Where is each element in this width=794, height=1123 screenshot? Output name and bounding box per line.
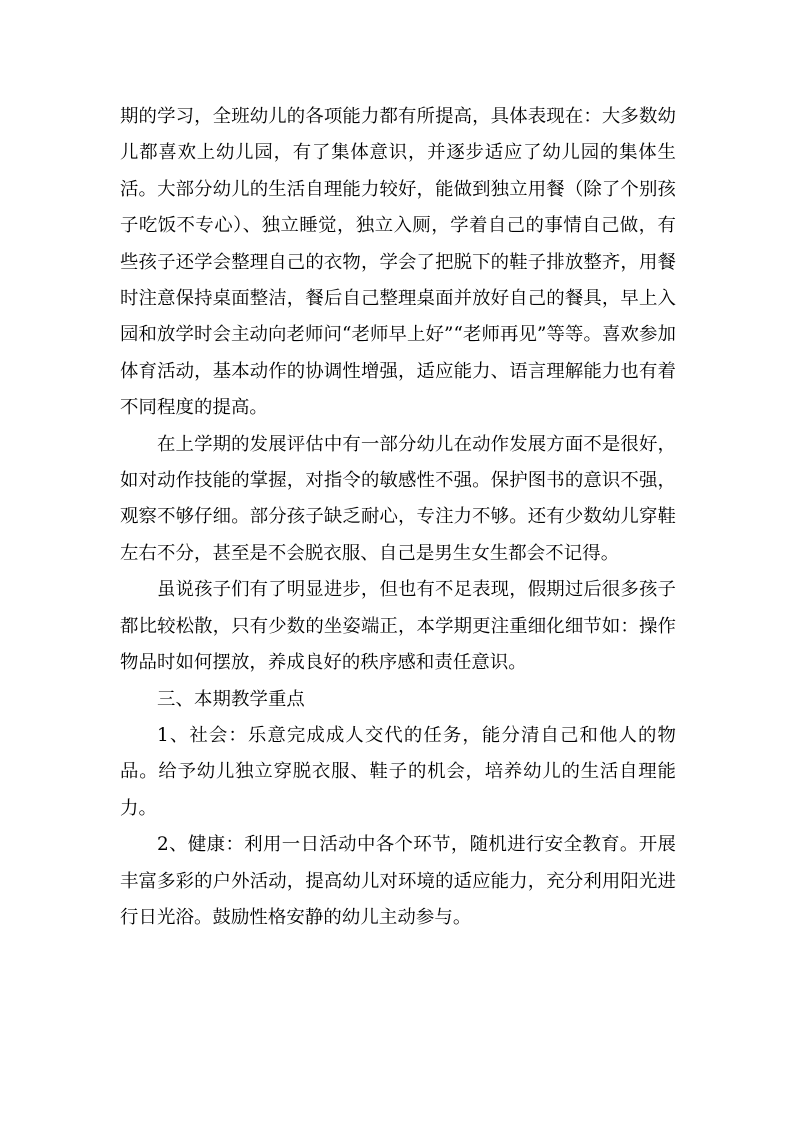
paragraph-progress: 虽说孩子们有了明显进步，但也有不足表现，假期过后很多孩子都比较松散，只有少数的坐姿端正，本学期更注重细化细节如：操作物品时如何摆放，养成良好的秩序感和责任意识。	[120, 579, 676, 674]
document-page	[120, 99, 676, 936]
paragraph-social: 1、社会：乐意完成成人交代的任务，能分清自己和他人的物品。给予幼儿独立穿脱衣服、鞋子的机会，培养幼儿的生活自理能力。	[120, 724, 676, 819]
paragraph-health: 2、健康：利用一日活动中各个环节，随机进行安全教育。开展丰富多彩的户外活动，提高幼儿对环境的适应能力，充分利用阳光进行日光浴。鼓励性格安静的幼儿主动参与。	[120, 834, 676, 928]
section-heading: 三、本期教学重点	[157, 688, 305, 710]
paragraph-assessment: 在上学期的发展评估中有一部分幼儿在动作发展方面不是很好，如对动作技能的掌握，对指令的敏感性不强。保护图书的意识不强，观察不够仔细。部分孩子缺乏耐心，专注力不够。还有少数幼儿穿鞋左右不分，甚至是不会脱衣服、自己是男生女生都会不记得。	[120, 433, 676, 564]
paragraph-continuation: 期的学习，全班幼儿的各项能力都有所提高，具体表现在：大多数幼儿都喜欢上幼儿园，有了集体意识，并逐步适应了幼儿园的集体生活。大部分幼儿的生活自理能力较好，能做到独立用餐（除了个别孩子吃饭不专心）、独立睡觉，独立入厕，学着自己的事情自己做，有些孩子还学会整理自己的衣物，学会了把脱下的鞋子排放整齐，用餐时注意保持桌面整洁，餐后自己整理桌面并放好自己的餐具，早上入园和放学时会主动向老师问“老师早上好”“老师再见”等等。喜欢参加体育活动，基本动作的协调性增强，适应能力、语言理解能力也有着不同程度的提高。	[120, 106, 676, 419]
